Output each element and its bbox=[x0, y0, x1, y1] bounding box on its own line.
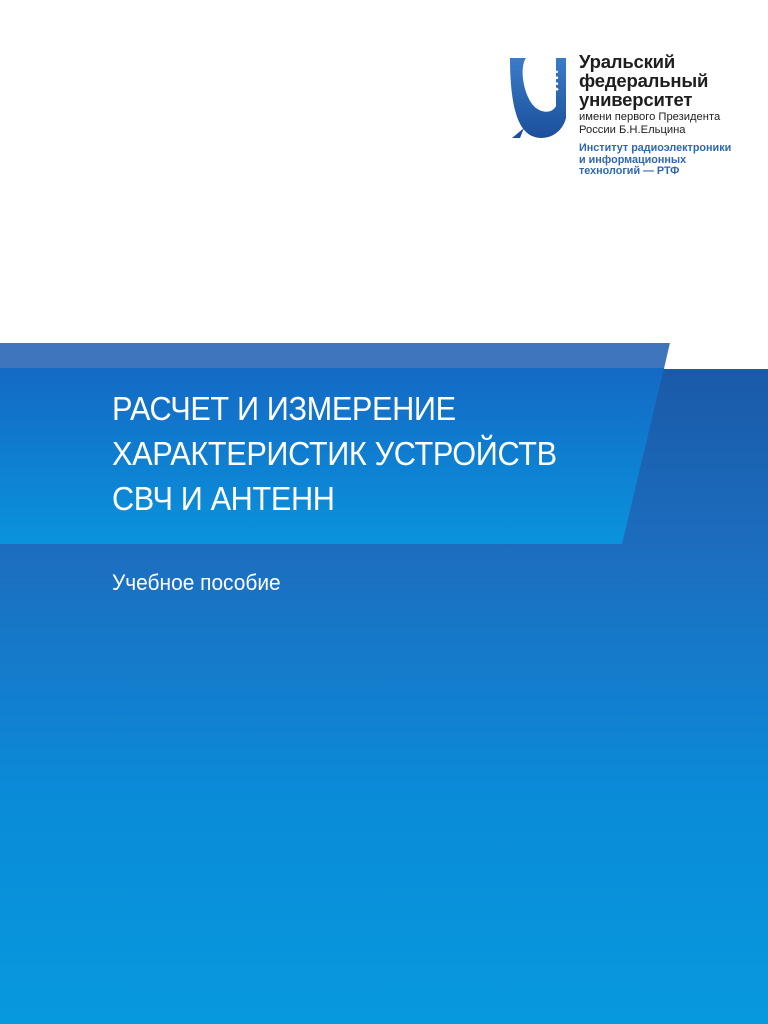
university-name-line: Уральский bbox=[579, 51, 676, 72]
book-title-line: СВЧ И АНТЕНН bbox=[112, 480, 335, 517]
university-name-line: университет bbox=[579, 89, 693, 110]
university-subtitle bbox=[579, 111, 759, 137]
institute-name bbox=[579, 143, 759, 178]
institute-name-line: технологий — РТФ bbox=[579, 165, 680, 177]
book-title-line: ХАРАКТЕРИСТИК УСТРОЙСТВ bbox=[112, 435, 557, 472]
book-subtitle: Учебное пособие bbox=[112, 570, 281, 595]
university-name-line: федеральный bbox=[579, 70, 709, 91]
urfu-u-logo-icon bbox=[506, 56, 570, 140]
university-subtitle-line: имени первого Президента bbox=[579, 111, 721, 123]
logo-text bbox=[579, 52, 759, 178]
book-title-line: РАСЧЕТ И ИЗМЕРЕНИЕ bbox=[112, 390, 456, 427]
university-logo bbox=[506, 52, 756, 192]
institute-name-line: Институт радиоэлектроники bbox=[579, 142, 732, 154]
university-name bbox=[579, 52, 759, 109]
university-subtitle-line: России Б.Н.Ельцина bbox=[579, 124, 686, 136]
institute-name-line: и информационных bbox=[579, 153, 687, 166]
book-title bbox=[112, 386, 596, 521]
